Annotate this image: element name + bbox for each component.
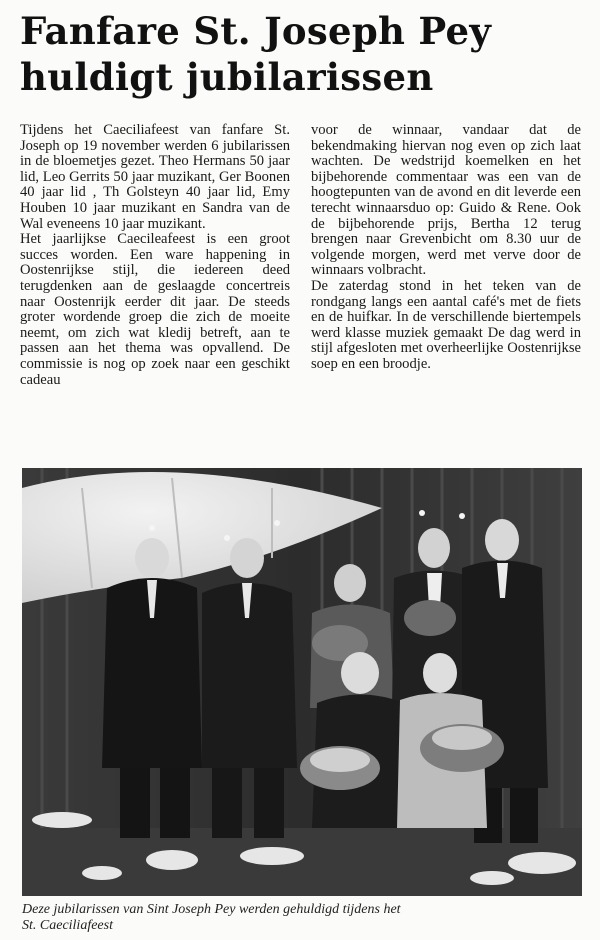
group-photo <box>22 468 582 896</box>
headline-line-1: Fanfare St. Joseph Pey <box>20 9 492 53</box>
paragraph-zaterdag: De zaterdag stond in het teken van de rondgang langs een aantal café's met de fiets en de huifkar. In de verschillende biertempels werd klasse muziek gemaakt De dag werd in stijl afgesloten met overheerlijke Oostenrijkse soep en een broodje. <box>311 277 581 372</box>
group-photo-illustration <box>22 468 582 896</box>
headline-line-2: huldigt jubilarissen <box>20 55 434 99</box>
photo-caption <box>22 902 582 934</box>
paragraph-caecileafeest: Het jaarlijkse Caecileafeest is een groot succes worden. Een ware happening in Oostenrijkse stijl, die iedereen deed terugdenken aan de geslaagde concertreis naar Oostenrijk eerder dit jaar. De steeds groter wordende groep die zich de moeite neemt, om zich wat kledij betreft, aan te passen aan het thema was opvallend. De commissie is nog op zoek naar een geschikt cadeau <box>20 231 290 388</box>
article-headline <box>20 8 580 100</box>
caption-line-2: St. Caeciliafeest <box>22 918 113 933</box>
paragraph-jubilarissen: Tijdens het Caeciliafeest van fanfare St. Joseph op 19 november werden 6 jubilarissen in de bloemetjes gezet. Theo Hermans 50 jaar lid, Leo Gerrits 50 jaar muzikant, Ger Boonen 40 jaar lid , Th Golsteyn 40 jaar lid, Emy Houben 10 jaar muzikant en Sandra van de Wal eveneens 10 jaar muzikant. <box>20 122 290 232</box>
article-column-right <box>311 123 581 373</box>
paragraph-wedstrijd: voor de winnaar, vandaar dat de bekendmaking hiervan nog even op zich laat wachten. De wedstrijd koemelken en het bijbehorende commentaar was een van de hoogtepunten van de avond en dit leverde een terecht winnaarsduo op: Guido & Rene. Ook de bijbehorende prijs, Bertha 12 terug brengen naar Grevenbicht om 8.30 uur de volgende morgen, werd met verve door de winnaars volbracht. <box>311 122 581 279</box>
article-column-left <box>20 123 290 388</box>
caption-line-1: Deze jubilarissen van Sint Joseph Pey werden gehuldigd tijdens het <box>22 902 401 917</box>
